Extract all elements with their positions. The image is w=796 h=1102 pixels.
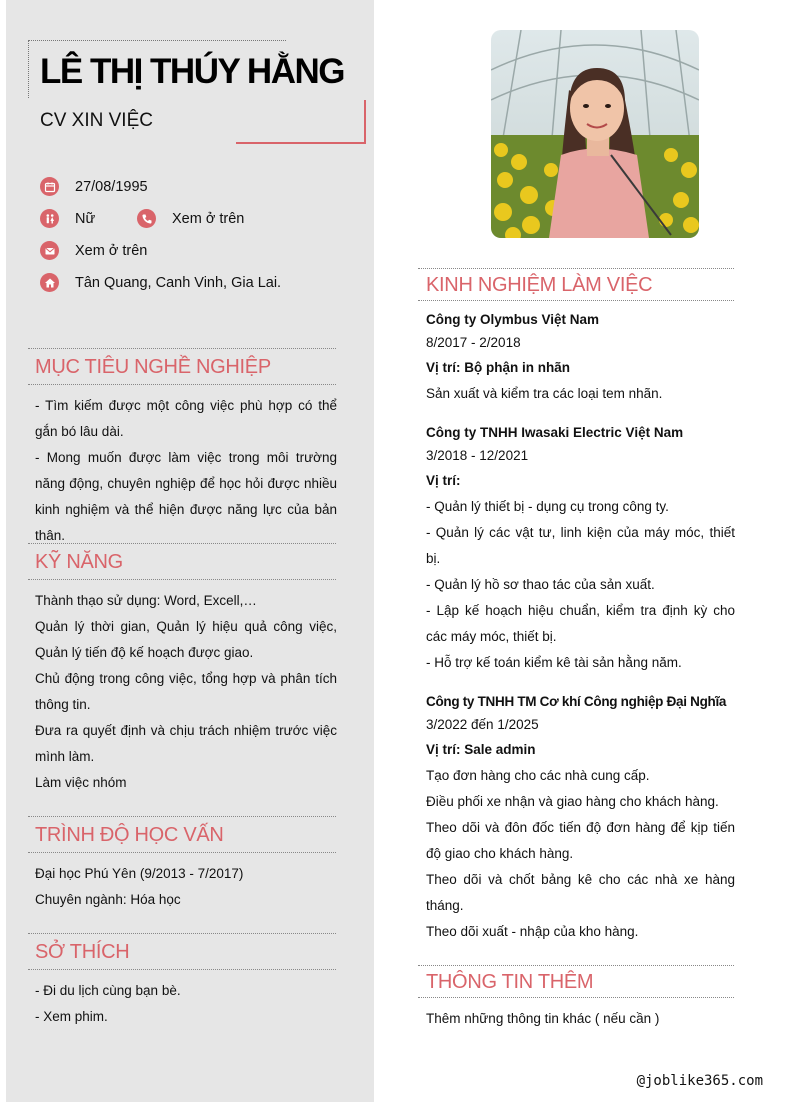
objective-paragraph: - Tìm kiếm được một công việc phù hợp có thể gắn bó lâu dài. <box>35 398 337 439</box>
hobbies-divider-bottom <box>28 969 336 970</box>
gender-value: Nữ <box>75 211 96 227</box>
phone-value: Xem ở trên <box>172 211 245 227</box>
hobby-item: - Xem phim. <box>35 1009 108 1024</box>
job-duty: - Lập kế hoạch hiệu chuẩn, kiểm tra định kỳ cho các máy móc, thiết bị. <box>426 603 735 644</box>
job-duty: - Quản lý hồ sơ thao tác của sản xuất. <box>426 577 655 592</box>
cv-subtitle: CV XIN VIỆC <box>40 110 153 131</box>
skill-item: Làm việc nhóm <box>35 775 127 790</box>
home-icon <box>40 273 59 292</box>
calendar-icon <box>40 177 59 196</box>
header-frame-right <box>364 100 366 144</box>
email-icon <box>40 241 59 260</box>
job-duty: Theo dõi và đôn đốc tiến độ đơn hàng để kịp tiến độ giao cho khách hàng. <box>426 820 735 861</box>
job-period: 8/2017 - 2/2018 <box>426 335 521 350</box>
job-duty: Tạo đơn hàng cho các nhà cung cấp. <box>426 768 650 783</box>
experience-divider-top <box>418 268 734 269</box>
skills-title: KỸ NĂNG <box>35 551 123 573</box>
job-duty: - Quản lý các vật tư, linh kiện của máy móc, thiết bị. <box>426 525 735 566</box>
extra-text: Thêm những thông tin khác ( nếu cần ) <box>426 1011 660 1026</box>
skill-item: Quản lý thời gian, Quản lý hiệu quả công việc, Quản lý tiến độ kế hoạch được giao. <box>35 619 337 660</box>
header-frame-left <box>28 40 29 98</box>
job-position: Vị trí: Bộ phận in nhãn <box>426 360 570 375</box>
extra-title: THÔNG TIN THÊM <box>426 971 594 993</box>
job-company: Công ty TNHH TM Cơ khí Công nghiệp Đại Nghĩa <box>426 694 727 709</box>
skill-item: Thành thạo sử dụng: Word, Excell,… <box>35 593 257 608</box>
extra-divider-bottom <box>418 997 734 998</box>
hobbies-divider-top <box>28 933 336 934</box>
hobbies-title: SỞ THÍCH <box>35 941 130 963</box>
job-duty: - Hỗ trợ kế toán kiểm kê tài sản hằng năm. <box>426 655 682 670</box>
job-duties <box>426 494 735 676</box>
hobby-item: - Đi du lịch cùng bạn bè. <box>35 983 181 998</box>
skills-list <box>35 588 337 796</box>
header-frame-bottom <box>236 142 366 144</box>
candidate-name: LÊ THỊ THÚY HẰNG <box>40 52 344 91</box>
education-divider-top <box>28 816 336 817</box>
education-major: Chuyên ngành: Hóa học <box>35 892 181 907</box>
profile-photo <box>491 30 699 238</box>
skill-item: Đưa ra quyết định và chịu trách nhiệm trước việc mình làm. <box>35 723 337 764</box>
objective-divider-bottom <box>28 384 336 385</box>
job-position: Vị trí: Sale admin <box>426 742 536 757</box>
header-frame-top <box>28 40 286 41</box>
objective-text <box>35 393 337 549</box>
objective-paragraph: - Mong muốn được làm việc trong môi trường năng động, chuyên nghiệp để học hỏi được nhiều kinh nghiệm và thể hiện được năng lực của bản thân. <box>35 450 337 543</box>
education-title: TRÌNH ĐỘ HỌC VẤN <box>35 824 224 846</box>
job-position: Vị trí: <box>426 473 461 488</box>
job-duty: Theo dõi và chốt bảng kê cho các nhà xe hàng tháng. <box>426 872 735 913</box>
watermark: @joblike365.com <box>636 1073 763 1089</box>
experience-divider-bottom <box>418 300 734 301</box>
job-duty: Theo dõi xuất - nhập của kho hàng. <box>426 924 639 939</box>
skills-divider-top <box>28 543 336 544</box>
skills-divider-bottom <box>28 579 336 580</box>
dob-value: 27/08/1995 <box>75 179 148 195</box>
job-duty: - Quản lý thiết bị - dụng cụ trong công ty. <box>426 499 669 514</box>
job-duties <box>426 763 735 945</box>
job-period: 3/2018 - 12/2021 <box>426 448 529 463</box>
skill-item: Chủ động trong công việc, tổng hợp và phân tích thông tin. <box>35 671 337 712</box>
email-value: Xem ở trên <box>75 243 148 259</box>
phone-icon <box>137 209 156 228</box>
job-company: Công ty Olymbus Việt Nam <box>426 312 600 327</box>
job-period: 3/2022 đến 1/2025 <box>426 717 539 732</box>
objective-title: MỤC TIÊU NGHỀ NGHIỆP <box>35 356 271 378</box>
experience-title: KINH NGHIỆM LÀM VIỆC <box>426 274 653 296</box>
job-duty: Sản xuất và kiểm tra các loại tem nhãn. <box>426 386 663 401</box>
education-divider-bottom <box>28 852 336 853</box>
job-company: Công ty TNHH Iwasaki Electric Việt Nam <box>426 425 684 440</box>
education-school: Đại học Phú Yên (9/2013 - 7/2017) <box>35 866 244 881</box>
extra-divider-top <box>418 965 734 966</box>
job-duty: Điều phối xe nhận và giao hàng cho khách hàng. <box>426 794 719 809</box>
address-value: Tân Quang, Canh Vinh, Gia Lai. <box>75 275 282 291</box>
objective-divider-top <box>28 348 336 349</box>
gender-icon <box>40 209 59 228</box>
